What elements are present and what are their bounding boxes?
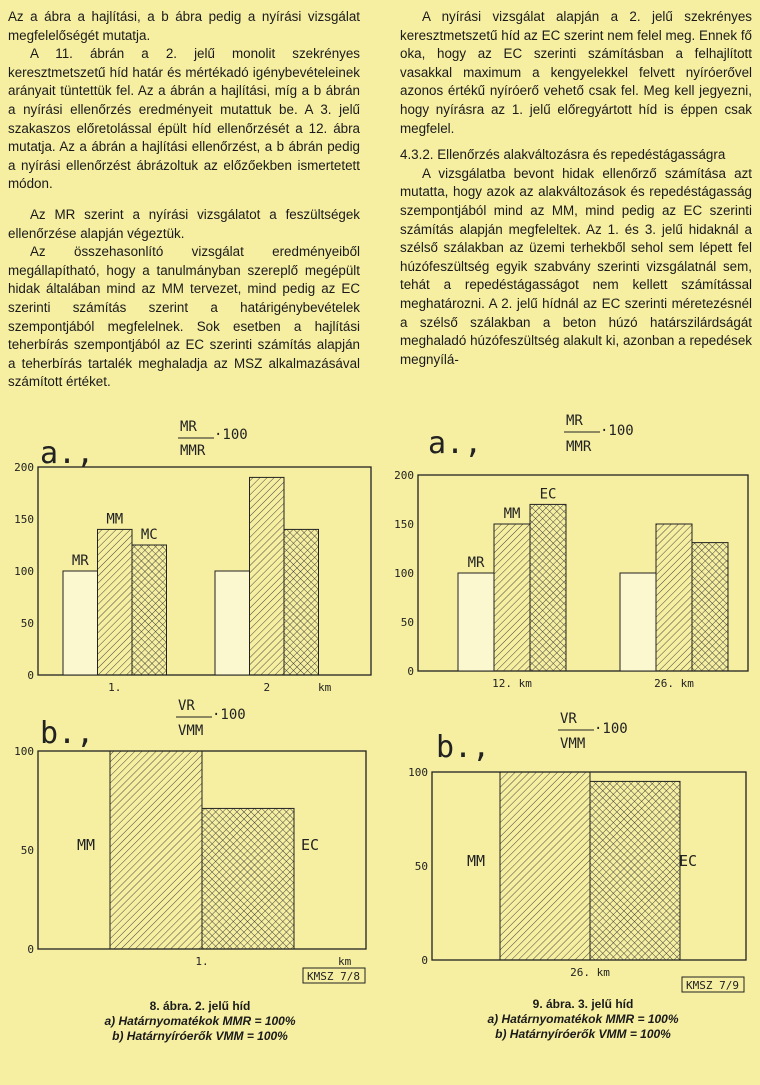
- y-tick-label: 50: [400, 616, 414, 629]
- bar-mm: [110, 751, 202, 949]
- bar-mm: [500, 772, 590, 960]
- bar-label: MM: [76, 836, 96, 854]
- x-tick-label: 1.: [108, 681, 122, 694]
- fig8-a-bars: [14, 461, 318, 694]
- y-tick-label: 100: [14, 745, 34, 758]
- bar-mm: [98, 529, 133, 675]
- x-tick-label: 26. km: [570, 966, 610, 979]
- y-tick-label: 100: [394, 567, 414, 580]
- fig9-b-bars: [408, 766, 697, 979]
- x-tick-label: 2: [263, 681, 271, 694]
- y-tick-label: 100: [408, 766, 428, 779]
- bar-mc: [132, 545, 167, 675]
- left-paragraph-2: A 11. ábrán a 2. jelű monolit szekrényes keresztmetszetű híd határ és mértékadó igénybevételeinek arányait tüntettük fel. Az a ábrán a hajlítási, míg a b ábrán a nyírási ellenőrzés eredményeit mutattuk be. A 3. jelű szakaszos előretolással épült híd ellenőrzését a 12. ábra mutatja. Az a ábrán a hajlítási ellenőrzést, a b ábrán pedig a nyírási ellenőrzést ábrázoltuk az előzőekben ismertetett módon.: [8, 46, 360, 192]
- fig9-b-numerator: VR: [560, 711, 577, 727]
- fig8-b-xunit: km: [338, 955, 352, 968]
- y-tick-label: 50: [414, 860, 428, 873]
- y-tick-label: 150: [394, 518, 414, 531]
- y-tick-label: 50: [20, 617, 34, 630]
- x-tick-label: 26. km: [654, 677, 694, 690]
- bar-label: MM: [466, 852, 486, 870]
- fig8-caption-title: 8. ábra. 2. jelű híd: [149, 999, 251, 1013]
- fig8-b-numerator: VR: [178, 698, 195, 714]
- fig8-caption-a: a) Határnyomatékok MMR = 100%: [104, 1014, 296, 1028]
- fig8-b-factor: ·100: [212, 707, 246, 723]
- fig9-b-denominator: VMM: [560, 736, 586, 752]
- fig9-a-numerator: MR: [566, 413, 583, 429]
- figure-8-caption: [60, 999, 340, 1044]
- fig8-b-denominator: VMM: [178, 723, 204, 739]
- bar-label: EC: [539, 486, 557, 503]
- y-tick-label: 200: [14, 461, 34, 474]
- bar-mr: [63, 571, 98, 675]
- fig8-b-bars: [14, 745, 319, 968]
- left-paragraph-4: Az összehasonlító vizsgálat eredményeiből megállapítható, hogy a tanulmányban szereplő megépült hidak általában mind az MM tervezet, mind pedig az EC szerinti számítás szerint a határigénybevételek szempontjából megfelelnek. Sok esetben a hajlítási teherbírás szempontjából az EC szerinti számítás alapján a teherbírás tartalék meghaladja az MSZ alkalmazásával számított értéket.: [8, 244, 360, 390]
- y-tick-label: 0: [421, 954, 428, 967]
- bar-label: MR: [467, 555, 485, 571]
- y-tick-label: 0: [27, 943, 34, 956]
- y-tick-label: 50: [20, 844, 34, 857]
- y-tick-label: 0: [27, 669, 34, 682]
- bar-ec: [530, 504, 566, 671]
- bar-ec: [202, 808, 294, 949]
- fig8-a-denominator: MMR: [180, 443, 206, 459]
- fig9-b-label: b.,: [436, 730, 491, 765]
- bar-ec: [590, 781, 680, 960]
- bar-mm: [656, 524, 692, 671]
- fig9-a-factor: ·100: [600, 423, 634, 439]
- bar-mm: [494, 524, 530, 671]
- left-paragraph-1: Az a ábra a hajlítási, a b ábra pedig a nyírási vizsgálat megfelelőségét mutatja.: [8, 9, 360, 43]
- fig9-caption-title: 9. ábra. 3. jelű híd: [532, 997, 634, 1011]
- fig8-caption-b: b) Határnyíróerők VMM = 100%: [112, 1029, 288, 1043]
- fig9-a-bars: [394, 469, 728, 690]
- bar-mc: [284, 529, 319, 675]
- fig9-b-factor: ·100: [594, 721, 628, 737]
- figure-9-graphics: [380, 405, 760, 995]
- bar-mr: [458, 573, 494, 671]
- x-tick-label: 12. km: [492, 677, 532, 690]
- fig9-a-denominator: MMR: [566, 439, 592, 455]
- section-heading: 4.3.2. Ellenőrzés alakváltozásra és repedéstágasságra: [400, 147, 726, 163]
- right-paragraph-1: A nyírási vizsgálat alapján a 2. jelű szekrényes keresztmetszetű híd az EC szerint nem felel meg. Ennek fő oka, hogy az EC szerinti számításban a felhajlított vasakkal maximum a kengyelekkel felvett nyíróerővel azonos értékű nyíróerő vehető csak fel. Meg kell jegyezni, hogy nyírásra az 1. jelű előregyártott híd is éppen csak megfelel.: [400, 9, 752, 136]
- y-tick-label: 0: [407, 665, 414, 678]
- bar-label: MM: [503, 506, 521, 522]
- fig8-b-label: b.,: [40, 716, 95, 751]
- fig8-tag: KMSZ 7/8: [307, 970, 360, 983]
- fig9-a-label: a.,: [428, 426, 483, 461]
- bar-label: EC: [300, 836, 320, 854]
- left-paragraph-3: Az MR szerint a nyírási vizsgálatot a feszültségek ellenőrzése alapján végeztük.: [8, 206, 360, 241]
- bar-ec: [692, 543, 728, 671]
- bar-mr: [215, 571, 250, 675]
- fig9-tag: KMSZ 7/9: [686, 979, 739, 992]
- right-paragraph-2: A vizsgálatba bevont hidak ellenőrző számítása azt mutatta, hogy azok az alakváltozások és repedéstágasság szempontjából mind az MM, mind pedig az EC szerinti számítás alapján megfeleltek. Az 1. és 3. jelű hidaknál a szélső szálakban az üzemi terhekből sehol sem lépett fel húzófeszültség egyik szabvány szerinti vizsgálatnál sem, tehát a repedéstágasságot nem kellett számítással meghatározni. A 2. jelű hídnál az EC szerinti méretezésnél a szélső szálakban a beton húzó határszilárdságát meghaladó húzófeszültség alakult ki, azonban a repedések megnyílá-: [400, 165, 752, 367]
- y-tick-label: 150: [14, 513, 34, 526]
- right-text-column: [400, 8, 752, 369]
- bar-label: MC: [140, 527, 158, 543]
- bar-label: EC: [678, 852, 698, 870]
- figure-9-caption: [443, 997, 723, 1042]
- x-tick-label: 1.: [195, 955, 209, 968]
- fig8-a-xunit: km: [318, 681, 332, 694]
- y-tick-label: 200: [394, 469, 414, 482]
- bar-mm: [250, 477, 285, 675]
- left-text-column: [8, 8, 360, 392]
- bar-label: MM: [106, 511, 124, 528]
- bar-label: MR: [71, 553, 89, 569]
- figure-8-graphics: [0, 405, 380, 995]
- bar-mr: [620, 573, 656, 671]
- fig8-a-factor: ·100: [214, 427, 248, 443]
- y-tick-label: 100: [14, 565, 34, 578]
- fig9-caption-a: a) Határnyomatékok MMR = 100%: [487, 1012, 679, 1026]
- fig8-a-numerator: MR: [180, 419, 197, 435]
- fig9-caption-b: b) Határnyíróerők VMM = 100%: [495, 1027, 671, 1041]
- fig8-a-label: a.,: [40, 436, 95, 471]
